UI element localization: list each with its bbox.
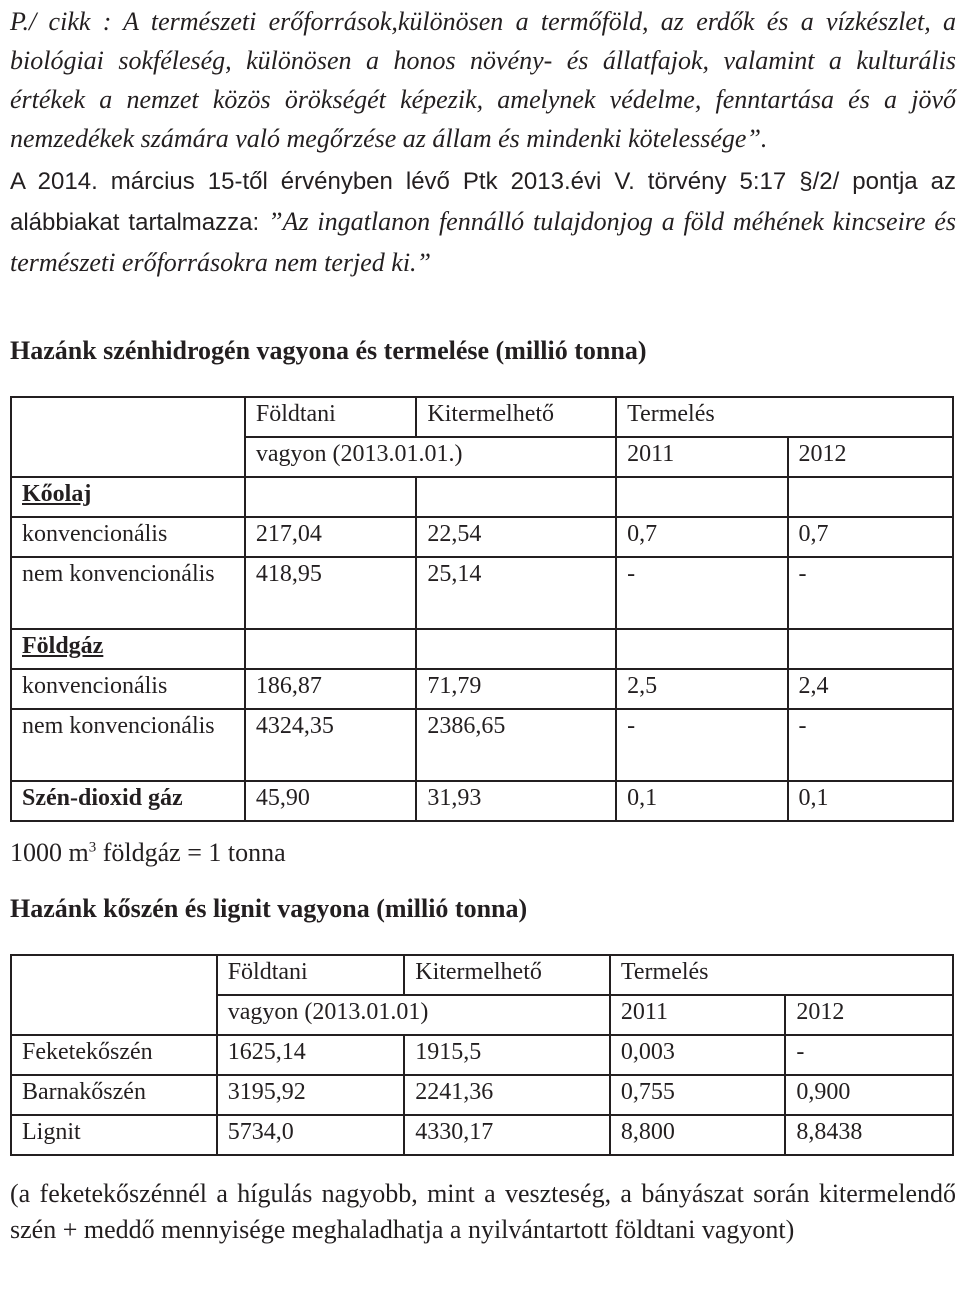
table-cell: - <box>788 557 954 629</box>
hydrocarbon-table <box>10 396 954 822</box>
row-label: Barnakőszén <box>11 1075 217 1115</box>
table-row <box>11 781 953 821</box>
table-row <box>11 477 953 517</box>
table-cell: 2,4 <box>788 669 954 709</box>
table-row <box>11 1075 953 1115</box>
table-cell: 217,04 <box>245 517 417 557</box>
table-cell: - <box>785 1035 953 1075</box>
table-cell: 22,54 <box>416 517 616 557</box>
table-cell <box>788 629 954 669</box>
row-label: nem konvencionális <box>11 709 245 781</box>
table-cell: 2,5 <box>616 669 787 709</box>
table-row <box>11 1115 953 1155</box>
header-row <box>11 397 953 437</box>
coal-table <box>10 954 954 1156</box>
row-label: Szén-dioxid gáz <box>11 781 245 821</box>
table-cell <box>245 629 417 669</box>
table-cell: 45,90 <box>245 781 417 821</box>
header-cell: Kitermelhető <box>416 397 616 437</box>
table-cell: 8,8438 <box>785 1115 953 1155</box>
table-row <box>11 557 953 629</box>
table-cell: 0,900 <box>785 1075 953 1115</box>
header-label-cell <box>11 955 217 1035</box>
header-cell: vagyon (2013.01.01) <box>217 995 610 1035</box>
table-row <box>11 1035 953 1075</box>
table-cell <box>616 629 787 669</box>
header-cell: vagyon (2013.01.01.) <box>245 437 616 477</box>
table-cell: 186,87 <box>245 669 417 709</box>
table-cell <box>416 629 616 669</box>
table2-title: Hazánk kőszén és lignit vagyona (millió tonna) <box>10 894 528 923</box>
constitution-quote: P./ cikk : A természeti erőforrások,különösen a termőföld, az erdők és a vízkészlet, a biológiai sokféleség, különösen a honos növény- és állatfajok, valamint a kulturális értékek a nemzet közös örökségét képezik, amelynek védelme, fenntartása és a jövő nemzedékek számára való megőrzése az állam és mindenki kötelessége”. <box>10 7 956 153</box>
table-row <box>11 709 953 781</box>
table-cell: 2241,36 <box>404 1075 610 1115</box>
table-cell: 31,93 <box>416 781 616 821</box>
row-label: Kőolaj <box>11 477 245 517</box>
header-cell: Földtani <box>245 397 417 437</box>
header-cell: Földtani <box>217 955 405 995</box>
table-cell: 1625,14 <box>217 1035 405 1075</box>
header-label-cell <box>11 397 245 477</box>
table-cell <box>616 477 787 517</box>
row-label: nem konvencionális <box>11 557 245 629</box>
table-cell: - <box>616 557 787 629</box>
row-label: konvencionális <box>11 669 245 709</box>
table-row <box>11 669 953 709</box>
table-cell: 4330,17 <box>404 1115 610 1155</box>
table-cell: 71,79 <box>416 669 616 709</box>
table-row <box>11 629 953 669</box>
ptk-paragraph <box>10 162 956 284</box>
row-label: Lignit <box>11 1115 217 1155</box>
table-cell: 4324,35 <box>245 709 417 781</box>
header-cell: 2012 <box>785 995 953 1035</box>
footnote: (a feketekőszénnél a hígulás nagyobb, mint a veszteség, a bányászat során kitermelendő szén + meddő mennyisége meghaladhatja a nyilvántartott földtani vagyont) <box>10 1179 956 1244</box>
table-cell <box>245 477 417 517</box>
table-cell: 0,7 <box>788 517 954 557</box>
table-cell: 3195,92 <box>217 1075 405 1115</box>
ptk-quote: ”Az ingatlanon fennálló tulajdonjog a föld méhének kincseire és természeti erőforrásokra nem terjed ki.” <box>10 207 956 277</box>
row-label: Földgáz <box>11 629 245 669</box>
table-cell <box>416 477 616 517</box>
header-cell: 2012 <box>788 437 954 477</box>
table-cell: 0,755 <box>610 1075 785 1115</box>
table-cell: 418,95 <box>245 557 417 629</box>
row-label: konvencionális <box>11 517 245 557</box>
header-cell: Termelés <box>616 397 953 437</box>
header-cell: 2011 <box>610 995 785 1035</box>
table-cell: 2386,65 <box>416 709 616 781</box>
header-cell: Termelés <box>610 955 953 995</box>
table-cell: 0,7 <box>616 517 787 557</box>
table-cell: - <box>788 709 954 781</box>
ptk-text: A 2014. március 15-től érvényben lévő Ptk 2013.évi V. törvény 5:17 §/2/ pontja az alábbiakat tartalmazza: <box>10 168 956 236</box>
table-cell: 0,1 <box>788 781 954 821</box>
document-page <box>10 0 956 1145</box>
header-cell: 2011 <box>616 437 787 477</box>
table-row <box>11 517 953 557</box>
table-cell: 25,14 <box>416 557 616 629</box>
table-cell: 0,1 <box>616 781 787 821</box>
row-label: Feketekőszén <box>11 1035 217 1075</box>
table-cell: - <box>616 709 787 781</box>
table-cell <box>788 477 954 517</box>
table1-title: Hazánk szénhidrogén vagyona és termelése (millió tonna) <box>10 336 647 365</box>
table-cell: 1915,5 <box>404 1035 610 1075</box>
table-cell: 5734,0 <box>217 1115 405 1155</box>
header-cell: Kitermelhető <box>404 955 610 995</box>
table-cell: 0,003 <box>610 1035 785 1075</box>
conversion-note: 1000 $m^3$ földgáz = 1 tonna <box>10 838 286 867</box>
table-cell: 8,800 <box>610 1115 785 1155</box>
header-row <box>11 955 953 995</box>
